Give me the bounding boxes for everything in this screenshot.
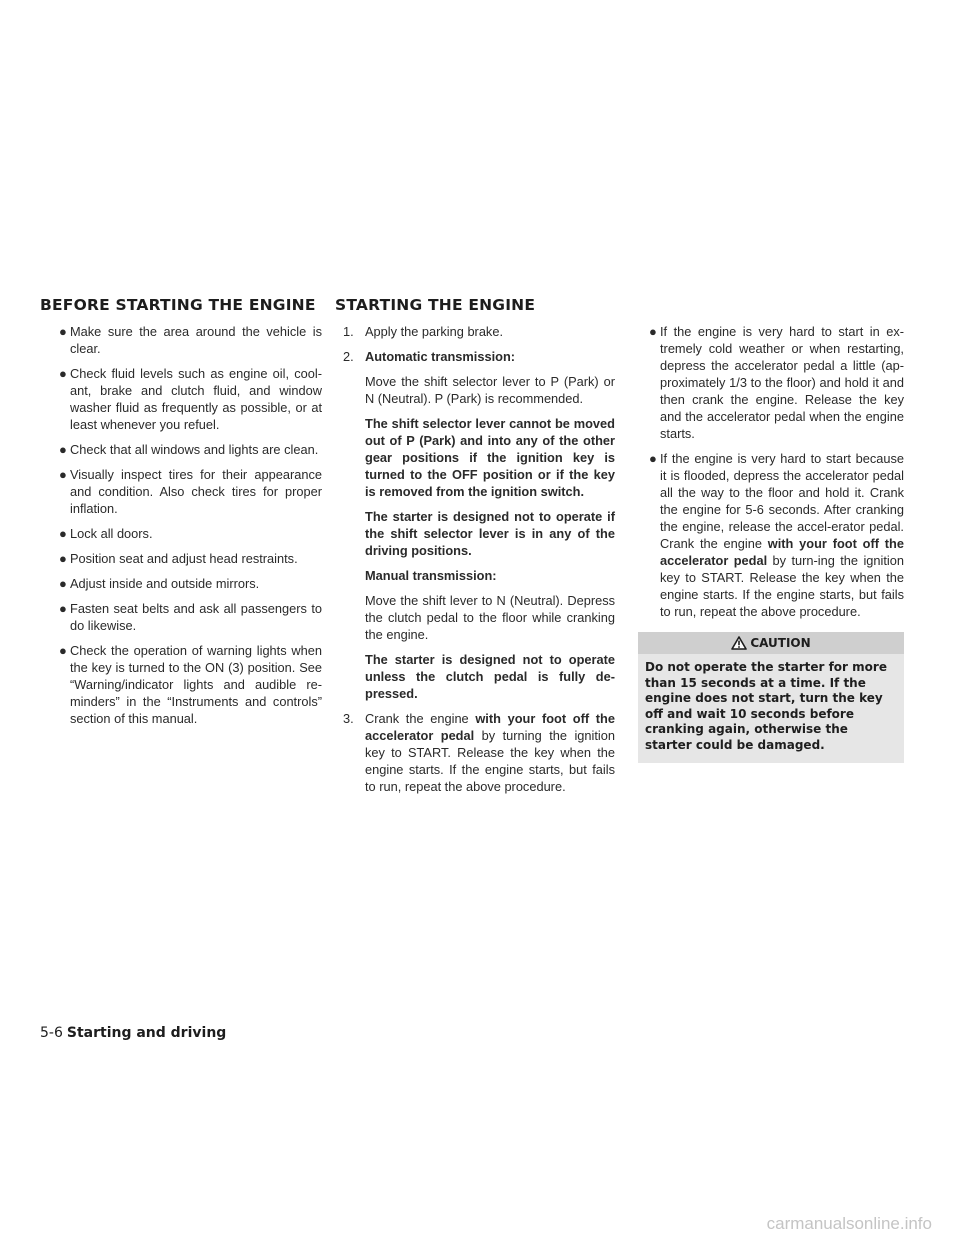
bullet-icon: ● [59,324,67,339]
automatic-transmission-label: Automatic transmission: [365,349,516,364]
list-item: ● Adjust inside and outside mirrors. [59,576,260,591]
caution-header [638,632,904,654]
bullet-icon: ● [59,467,67,482]
list-item: ● Make sure the area around the vehicle is clear. [59,324,322,356]
page-footer [40,1025,226,1041]
warning-triangle-icon [731,636,747,650]
page-number: 5-6 [40,1025,63,1041]
bullet-icon: ● [59,442,67,457]
list-item: ● Check the operation of warning lights when the key is turned to the ON (3) position. See “Warning/indicator lights and audible re-minders” in the “Instruments and controls” section of this manual. [59,643,322,726]
caution-box [638,632,904,763]
starting-steps-column [343,323,615,803]
before-starting-column [48,323,322,735]
list-item: ● If the engine is very hard to start in ex-tremely cold weather or when restarting, depress the accelerator pedal a little (ap-proximately 1/3 to the floor) and hold it and then crank the engine. Release the key and the accelerator pedal when the engine starts. [649,324,904,441]
list-item: ● Check fluid levels such as engine oil, cool-ant, brake and clutch fluid, and window washer fluid as frequently as possible, or at least whenever you refuel. [59,366,322,432]
list-item: ● Fasten seat belts and ask all passengers to do likewise. [59,601,322,633]
bullet-icon: ● [59,526,67,541]
caution-label: CAUTION [750,635,811,650]
checklist [48,323,322,727]
bullet-icon: ● [59,551,67,566]
step-3: 3. Crank the engine with your foot off the accelerator pedal by turning the ignition key to START. Release the key when the engine starts. If the engine starts, but fails to run, repeat the above procedure. [343,711,615,794]
list-item: ● Check that all windows and lights are clean. [59,442,319,457]
bullet-icon: ● [59,601,67,616]
bullet-icon: ● [59,366,67,381]
section-title-before-starting: BEFORE STARTING THE ENGINE [40,296,316,314]
list-item: ● Visually inspect tires for their appearance and condition. Also check tires for proper inflation. [59,467,322,516]
section-title-starting-engine: STARTING THE ENGINE [335,296,536,314]
step-1: 1. Apply the parking brake. [343,324,504,339]
bullet-icon: ● [649,451,657,466]
list-item: ● Position seat and adjust head restraints. [59,551,298,566]
bullet-icon: ● [59,576,67,591]
starting-tips-column [638,323,904,763]
bullet-icon: ● [59,643,67,658]
bullet-icon: ● [649,324,657,339]
manual-transmission-label: Manual transmission: [365,568,497,583]
chapter-title: Starting and driving [66,1025,227,1041]
list-item: ● If the engine is very hard to start because it is flooded, depress the accelerator pedal all the way to the floor and hold it. Crank the engine for 5-6 seconds. After cranking the engine, release the accel-erator pedal. Crank the engine with your foot off the accelerator pedal by turn-ing the ignition key to START. Release the key when the engine starts. If the engine starts, but fails to run, repeat the above procedure. [649,451,904,619]
step-2: 2. Automatic transmission: Move the shift selector lever to P (Park) or N (Neutral). P (Park) is recommended. The shift selector lever cannot be moved out of P (Park) and into any of the other gear positions if the ignition key is turned to the OFF position or if the key is removed from the ignition switch. The starter is designed not to operate if the shift selector lever is in any of the driving positions. Manual transmission: Move the shift lever to N (Neutral). Depress the clutch pedal to the floor while cranking the engine. The starter is designed not to operate unless the clutch pedal is fully de-pressed. [343,349,615,701]
tips-list [638,323,904,620]
list-item: ● Lock all doors. [59,526,153,541]
caution-text: Do not operate the starter for more than 15 seconds at a time. If the engine does not start, turn the key off and wait 10 seconds before cranking again, otherwise the starter could be damaged. [638,654,904,763]
watermark: carmanualsonline.info [766,1214,932,1233]
